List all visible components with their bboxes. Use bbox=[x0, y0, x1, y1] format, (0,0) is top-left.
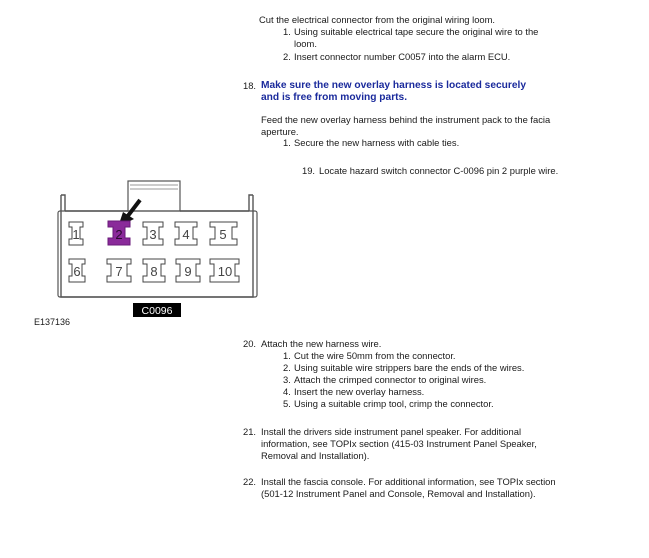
pin-row-bottom bbox=[69, 259, 239, 282]
intro-sub1-num: 1. bbox=[283, 26, 291, 37]
step20-sub1-text: Cut the wire 50mm from the connector. bbox=[294, 350, 456, 361]
intro-line: Cut the electrical connector from the original wiring loom. bbox=[259, 14, 496, 25]
step18-number: 18. bbox=[243, 80, 257, 91]
pin-8 bbox=[143, 259, 165, 282]
step20-sub4-num: 4. bbox=[283, 386, 291, 397]
pin-5-label: 5 bbox=[219, 227, 227, 242]
intro-sub1-text: Using suitable electrical tape secure the original wire to the bbox=[294, 26, 539, 37]
step20-sub3-text: Attach the crimped connector to original wires. bbox=[294, 374, 487, 385]
step18-sub1-text: Secure the new harness with cable ties. bbox=[294, 137, 460, 148]
pin-row-top bbox=[69, 221, 237, 245]
pin-4-label: 4 bbox=[182, 227, 190, 242]
pin-1 bbox=[69, 222, 83, 245]
pin-2-label: 2 bbox=[115, 227, 123, 242]
intro-sub1-cont: loom. bbox=[294, 38, 317, 49]
step20-sub4-text: Insert the new overlay harness. bbox=[294, 386, 425, 397]
step20-sub3-num: 3. bbox=[283, 374, 291, 385]
step22-line1: Install the fascia console. For additional information, see TOPIx section bbox=[261, 476, 556, 487]
pin-9-label: 9 bbox=[184, 264, 192, 279]
figure-id: E137136 bbox=[34, 317, 71, 327]
step19-text: Locate hazard switch connector C-0096 pin 2 purple wire. bbox=[319, 165, 559, 176]
step22-number: 22. bbox=[243, 476, 257, 487]
step20-sub5-num: 5. bbox=[283, 398, 291, 409]
step21-line1: Install the drivers side instrument panel speaker. For additional bbox=[261, 426, 522, 437]
pin-6 bbox=[69, 259, 85, 282]
step21-line3: Removal and Installation). bbox=[261, 450, 370, 461]
step18-heading-line1: Make sure the new overlay harness is located securely bbox=[261, 80, 527, 91]
step21-line2: information, see TOPIx section (415-03 Instrument Panel Speaker, bbox=[261, 438, 537, 449]
step20-sub2-num: 2. bbox=[283, 362, 291, 373]
pin-5 bbox=[210, 222, 237, 245]
intro-sub2-num: 2. bbox=[283, 51, 291, 62]
pin-3-label: 3 bbox=[149, 227, 157, 242]
step18-heading-line2: and is free from moving parts. bbox=[261, 92, 408, 103]
step18-para-line2: aperture. bbox=[261, 126, 299, 137]
step18-sub1-num: 1. bbox=[283, 137, 291, 148]
step22-line2: (501-12 Instrument Panel and Console, Removal and Installation). bbox=[261, 488, 536, 499]
pin-4 bbox=[175, 222, 197, 245]
pin-3 bbox=[143, 222, 163, 245]
step20-text: Attach the new harness wire. bbox=[261, 338, 382, 349]
pin-8-label: 8 bbox=[150, 264, 158, 279]
step19-number: 19. bbox=[302, 165, 316, 176]
pin-10-label: 10 bbox=[217, 264, 233, 279]
pin-1-label: 1 bbox=[72, 227, 80, 242]
pin-10 bbox=[210, 259, 239, 282]
step20-sub2-text: Using suitable wire strippers bare the ends of the wires. bbox=[294, 362, 525, 373]
step20-sub5-text: Using a suitable crimp tool, crimp the connector. bbox=[294, 398, 494, 409]
step20-number: 20. bbox=[243, 338, 257, 349]
connector-label bbox=[133, 303, 181, 317]
connector-diagram bbox=[55, 175, 260, 325]
pin-9 bbox=[176, 259, 200, 282]
pin-2 bbox=[108, 221, 130, 245]
step21-number: 21. bbox=[243, 426, 257, 437]
pin-7 bbox=[107, 259, 131, 282]
step18-para-line1: Feed the new overlay harness behind the instrument pack to the facia bbox=[261, 114, 551, 125]
pin-6-label: 6 bbox=[73, 264, 81, 279]
intro-sub2-text: Insert connector number C0057 into the alarm ECU. bbox=[294, 51, 511, 62]
step20-sub1-num: 1. bbox=[283, 350, 291, 361]
pin-7-label: 7 bbox=[115, 264, 123, 279]
connector-label-text: C0096 bbox=[141, 305, 173, 317]
